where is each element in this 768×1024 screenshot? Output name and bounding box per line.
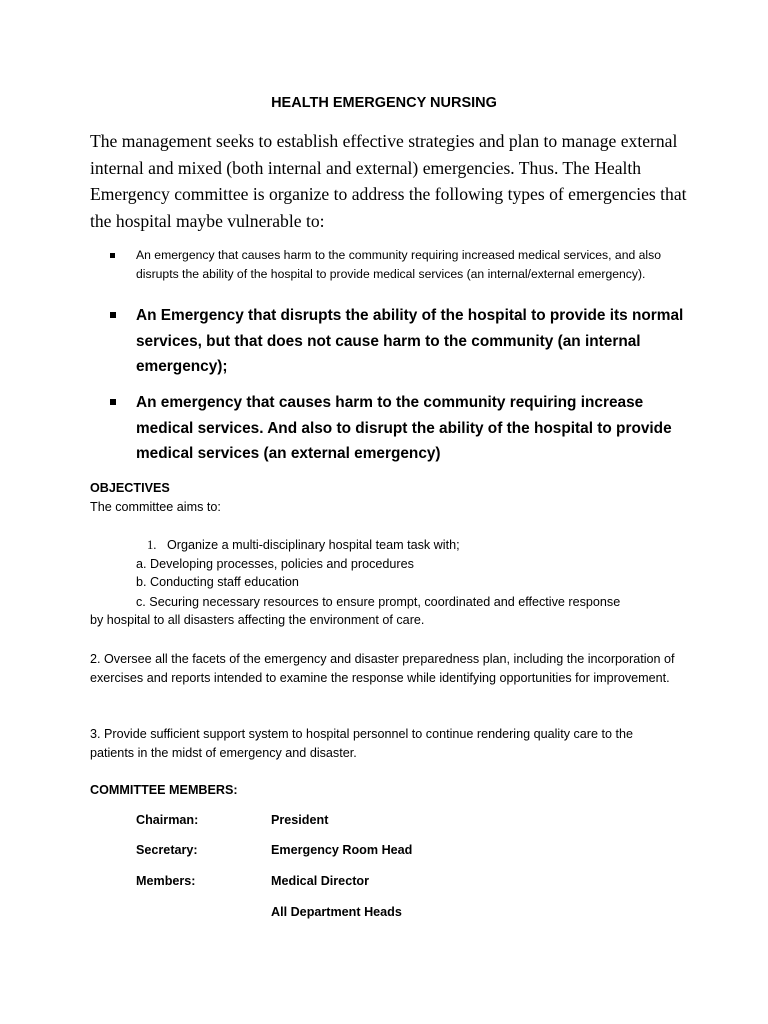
objective-sub-a: a. Developing processes, policies and procedures [136, 557, 414, 571]
committee-heading: COMMITTEE MEMBERS: [90, 783, 238, 797]
objective-item-3: 3. Provide sufficient support system to hospital personnel to continue rendering quality care to the patients in the midst of emergency and disaster. [90, 727, 634, 760]
bullet-text: An emergency that causes harm to the community requiring increase medical services. And also to disrupt the ability of the hospital to provide medical services (an external emergency) [136, 394, 672, 462]
objectives-heading: OBJECTIVES [90, 481, 170, 495]
objective-item-1 [147, 536, 460, 555]
objective-sub-b: b. Conducting staff education [136, 575, 299, 589]
committee-role-secretary: Secretary: [136, 843, 198, 857]
objective-item-2: 2. Oversee all the facets of the emergency and disaster preparedness plan, including the incorporation of exercises and reports intended to examine the response while identifying opportunities for improvement. [90, 652, 675, 685]
committee-member-secretary: Emergency Room Head [271, 843, 413, 857]
committee-member-department-heads: All Department Heads [271, 905, 402, 919]
bullet-list-large [110, 390, 700, 467]
bullet-item [110, 390, 700, 467]
committee-role-chairman: Chairman: [136, 813, 199, 827]
bullet-text: An emergency that causes harm to the community requiring increased medical services, and also disrupts the ability of the hospital to provide medical services (an internal/external emergency). [136, 248, 661, 281]
committee-member-medical-director: Medical Director [271, 874, 369, 888]
bullet-text: An Emergency that disrupts the ability of the hospital to provide its normal services, but that does not cause harm to the community (an internal emergency); [136, 307, 684, 375]
intro-paragraph: The management seeks to establish effective strategies and plan to manage external internal and mixed (both internal and external) emergencies. Thus. The Health Emergency committee is organize to address the following types of emergencies that the hospital maybe vulnerable to: [90, 131, 687, 231]
committee-role-members: Members: [136, 874, 196, 888]
bullet-list-large [110, 303, 700, 380]
bullet-list-small [110, 246, 700, 284]
square-bullet-icon [110, 312, 116, 318]
committee-member-chairman: President [271, 813, 329, 827]
bullet-item [110, 246, 700, 284]
bullet-item [110, 303, 700, 380]
square-bullet-icon [110, 399, 116, 405]
list-number: 1. [147, 538, 157, 552]
objective-sub-c: c. Securing necessary resources to ensure prompt, coordinated and effective response [136, 595, 621, 609]
document-title: HEALTH EMERGENCY NURSING [271, 95, 497, 111]
objectives-lead: The committee aims to: [90, 500, 221, 514]
objective-item-text: Organize a multi-disciplinary hospital team task with; [167, 538, 460, 552]
square-bullet-icon [110, 253, 115, 258]
objective-sub-c-continued: by hospital to all disasters affecting the environment of care. [90, 613, 425, 627]
